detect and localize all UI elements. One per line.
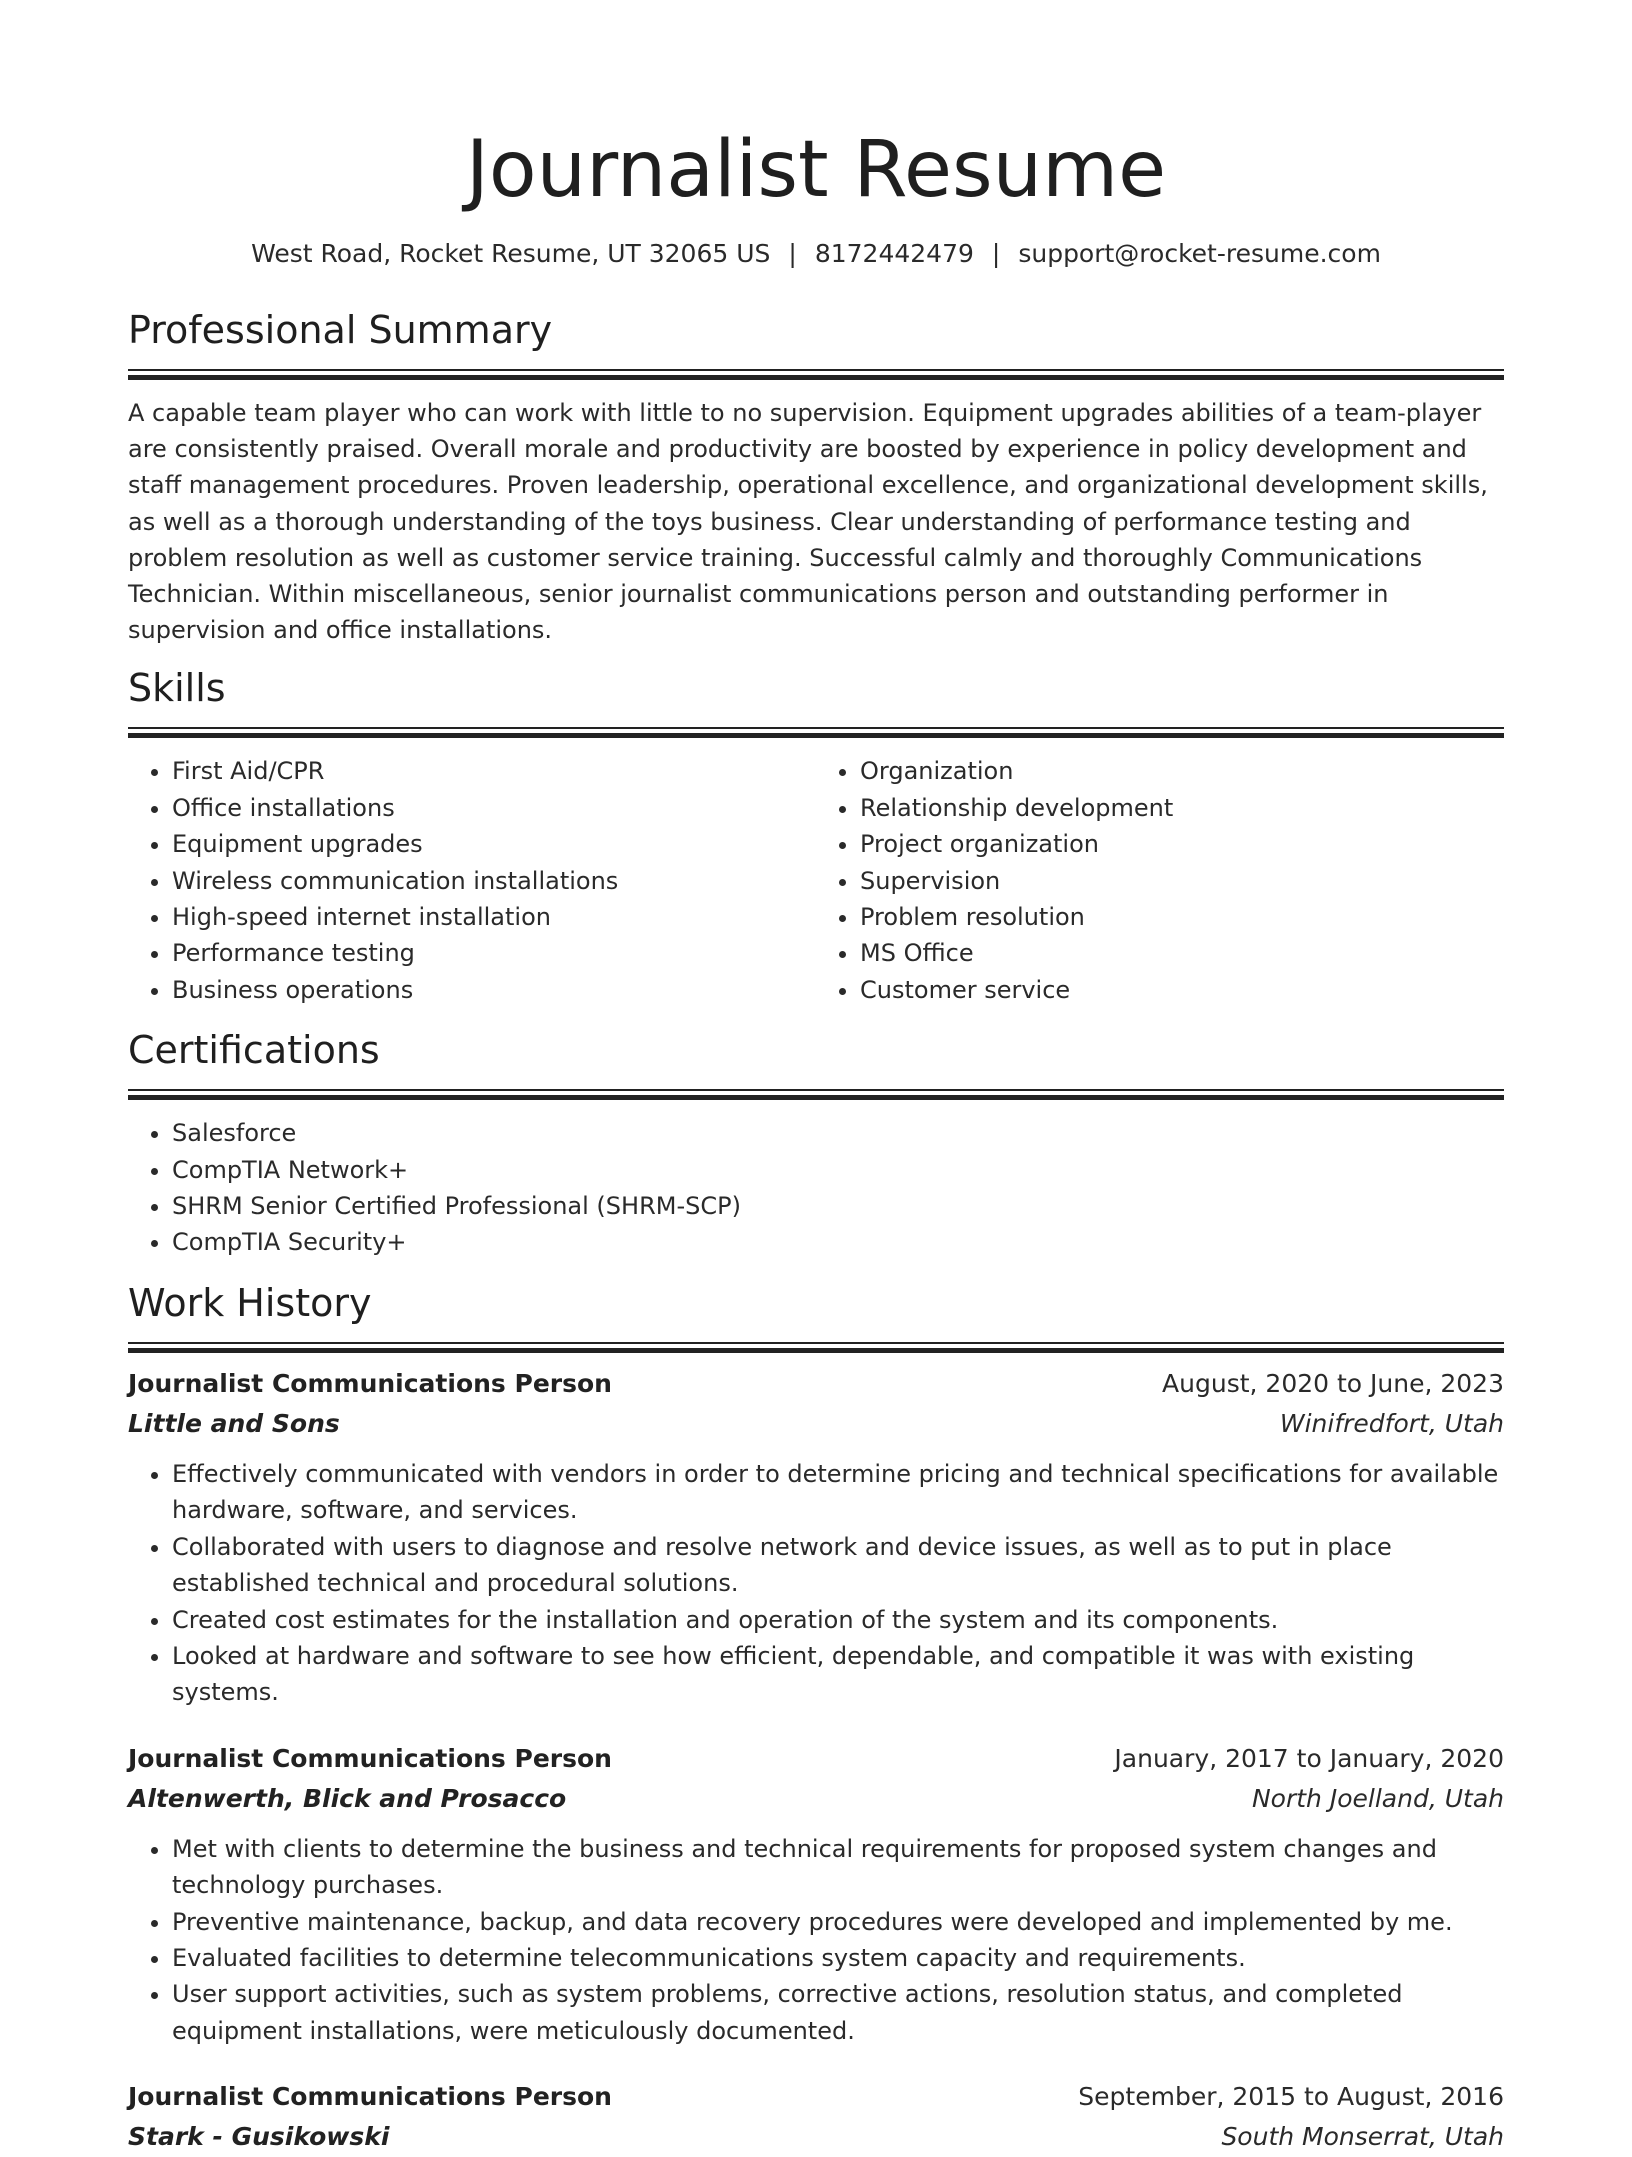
page-title: Journalist Resume [465,125,1167,215]
list-item: • Evaluated facilities to determine telecommunications system capacity and requirements. [172,1940,1504,1976]
job-entry [128,1739,1504,2049]
job-header-row [128,1364,1504,1404]
skills-list-right [816,753,1504,1008]
list-item: • Project organization [860,826,1504,862]
list-item: • SHRM Senior Certified Professional (SHRM-SCP) [172,1188,1504,1224]
skills-list-left [128,753,816,1008]
contact-phone: 8172442479 [814,239,974,268]
skills-grid [128,753,1504,1008]
contact-separator: | [788,239,797,268]
job-title: Journalist Communications Person [128,1368,612,1398]
list-item: • Equipment upgrades [172,826,816,862]
list-item: • Office installations [172,790,816,826]
certifications-section [128,1026,1504,1261]
list-item: • CompTIA Network+ [172,1152,1504,1188]
section-heading-summary: Professional Summary [128,308,553,352]
summary-section [128,306,1504,648]
list-item: • Supervision [860,863,1504,899]
job-entry [128,2077,1504,2157]
job-company: Altenwerth, Blick and Prosacco [128,1783,567,1813]
job-bullets [128,1831,1504,2049]
certifications-list [128,1115,1504,1261]
list-item: • Customer service [860,972,1504,1008]
section-divider [128,369,1504,379]
skills-column-left [128,753,816,1008]
job-dates: September, 2015 to August, 2016 [1078,2082,1504,2112]
skills-section [128,664,1504,1008]
section-heading-work-history: Work History [128,1280,372,1325]
job-dates: January, 2017 to January, 2020 [1114,1743,1504,1773]
list-item: • First Aid/CPR [172,753,816,789]
job-location: North Joelland, Utah [1251,1783,1504,1813]
list-item: • Created cost estimates for the installation and operation of the system and its components. [172,1602,1504,1638]
contact-line [128,236,1504,272]
section-divider [128,1342,1504,1352]
job-dates: August, 2020 to June, 2023 [1162,1368,1504,1398]
section-heading-skills: Skills [128,666,226,711]
job-header-row [128,1739,1504,1779]
list-item: • High-speed internet installation [172,899,816,935]
section-divider [128,727,1504,737]
list-item: • Looked at hardware and software to see how efficient, dependable, and compatible it was with existing systems. [172,1638,1504,1711]
list-item: • Wireless communication installations [172,863,816,899]
list-item: • CompTIA Security+ [172,1224,1504,1260]
work-history-section [128,1279,1504,2157]
list-item: • User support activities, such as system problems, corrective actions, resolution status, and completed equipment installations, were meticulously documented. [172,1976,1504,2049]
job-location: Winifredfort, Utah [1279,1408,1504,1438]
job-title: Journalist Communications Person [128,2082,612,2112]
job-location: South Monserrat, Utah [1221,2122,1504,2152]
list-item: • Relationship development [860,790,1504,826]
job-company: Stark - Gusikowski [128,2122,390,2152]
list-item: • Performance testing [172,935,816,971]
list-item: • Preventive maintenance, backup, and data recovery procedures were developed and implemented by me. [172,1904,1504,1940]
list-item: • Collaborated with users to diagnose and resolve network and device issues, as well as to put in place established technical and procedural solutions. [172,1529,1504,1602]
job-header-row [128,2077,1504,2117]
section-heading-certifications: Certifications [128,1028,380,1073]
list-item: • Organization [860,753,1504,789]
job-entry [128,1364,1504,1711]
list-item: • MS Office [860,935,1504,971]
job-company: Little and Sons [128,1408,340,1438]
skills-column-right [816,753,1504,1008]
job-subheader-row [128,2117,1504,2157]
list-item: • Met with clients to determine the business and technical requirements for proposed system changes and technology purchases. [172,1831,1504,1904]
job-subheader-row [128,1779,1504,1819]
list-item: • Problem resolution [860,899,1504,935]
list-item: • Business operations [172,972,816,1008]
contact-email: support@rocket-resume.com [1018,239,1381,268]
contact-separator: | [991,239,1001,268]
job-title: Journalist Communications Person [128,1743,612,1773]
list-item: • Effectively communicated with vendors in order to determine pricing and technical specifications for available hardware, software, and services. [172,1456,1504,1529]
contact-address: West Road, Rocket Resume, UT 32065 US [251,239,771,268]
summary-text: A capable team player who can work with little to no supervision. Equipment upgrades abilities of a team-player are consistently praised. Overall morale and productivity are boosted by experience in policy development and staff management procedures. Proven leadership, operational excellence, and organizational development skills, as well as a thorough understanding of the toys business. Clear understanding of performance testing and problem resolution as well as customer service training. Successful calmly and thoroughly Communications Technician. Within miscellaneous, senior journalist communications person and outstanding performer in supervision and office installations. [128,399,1488,645]
list-item: • Salesforce [172,1115,1504,1151]
job-bullets [128,1456,1504,1711]
section-divider [128,1089,1504,1099]
job-subheader-row [128,1404,1504,1444]
